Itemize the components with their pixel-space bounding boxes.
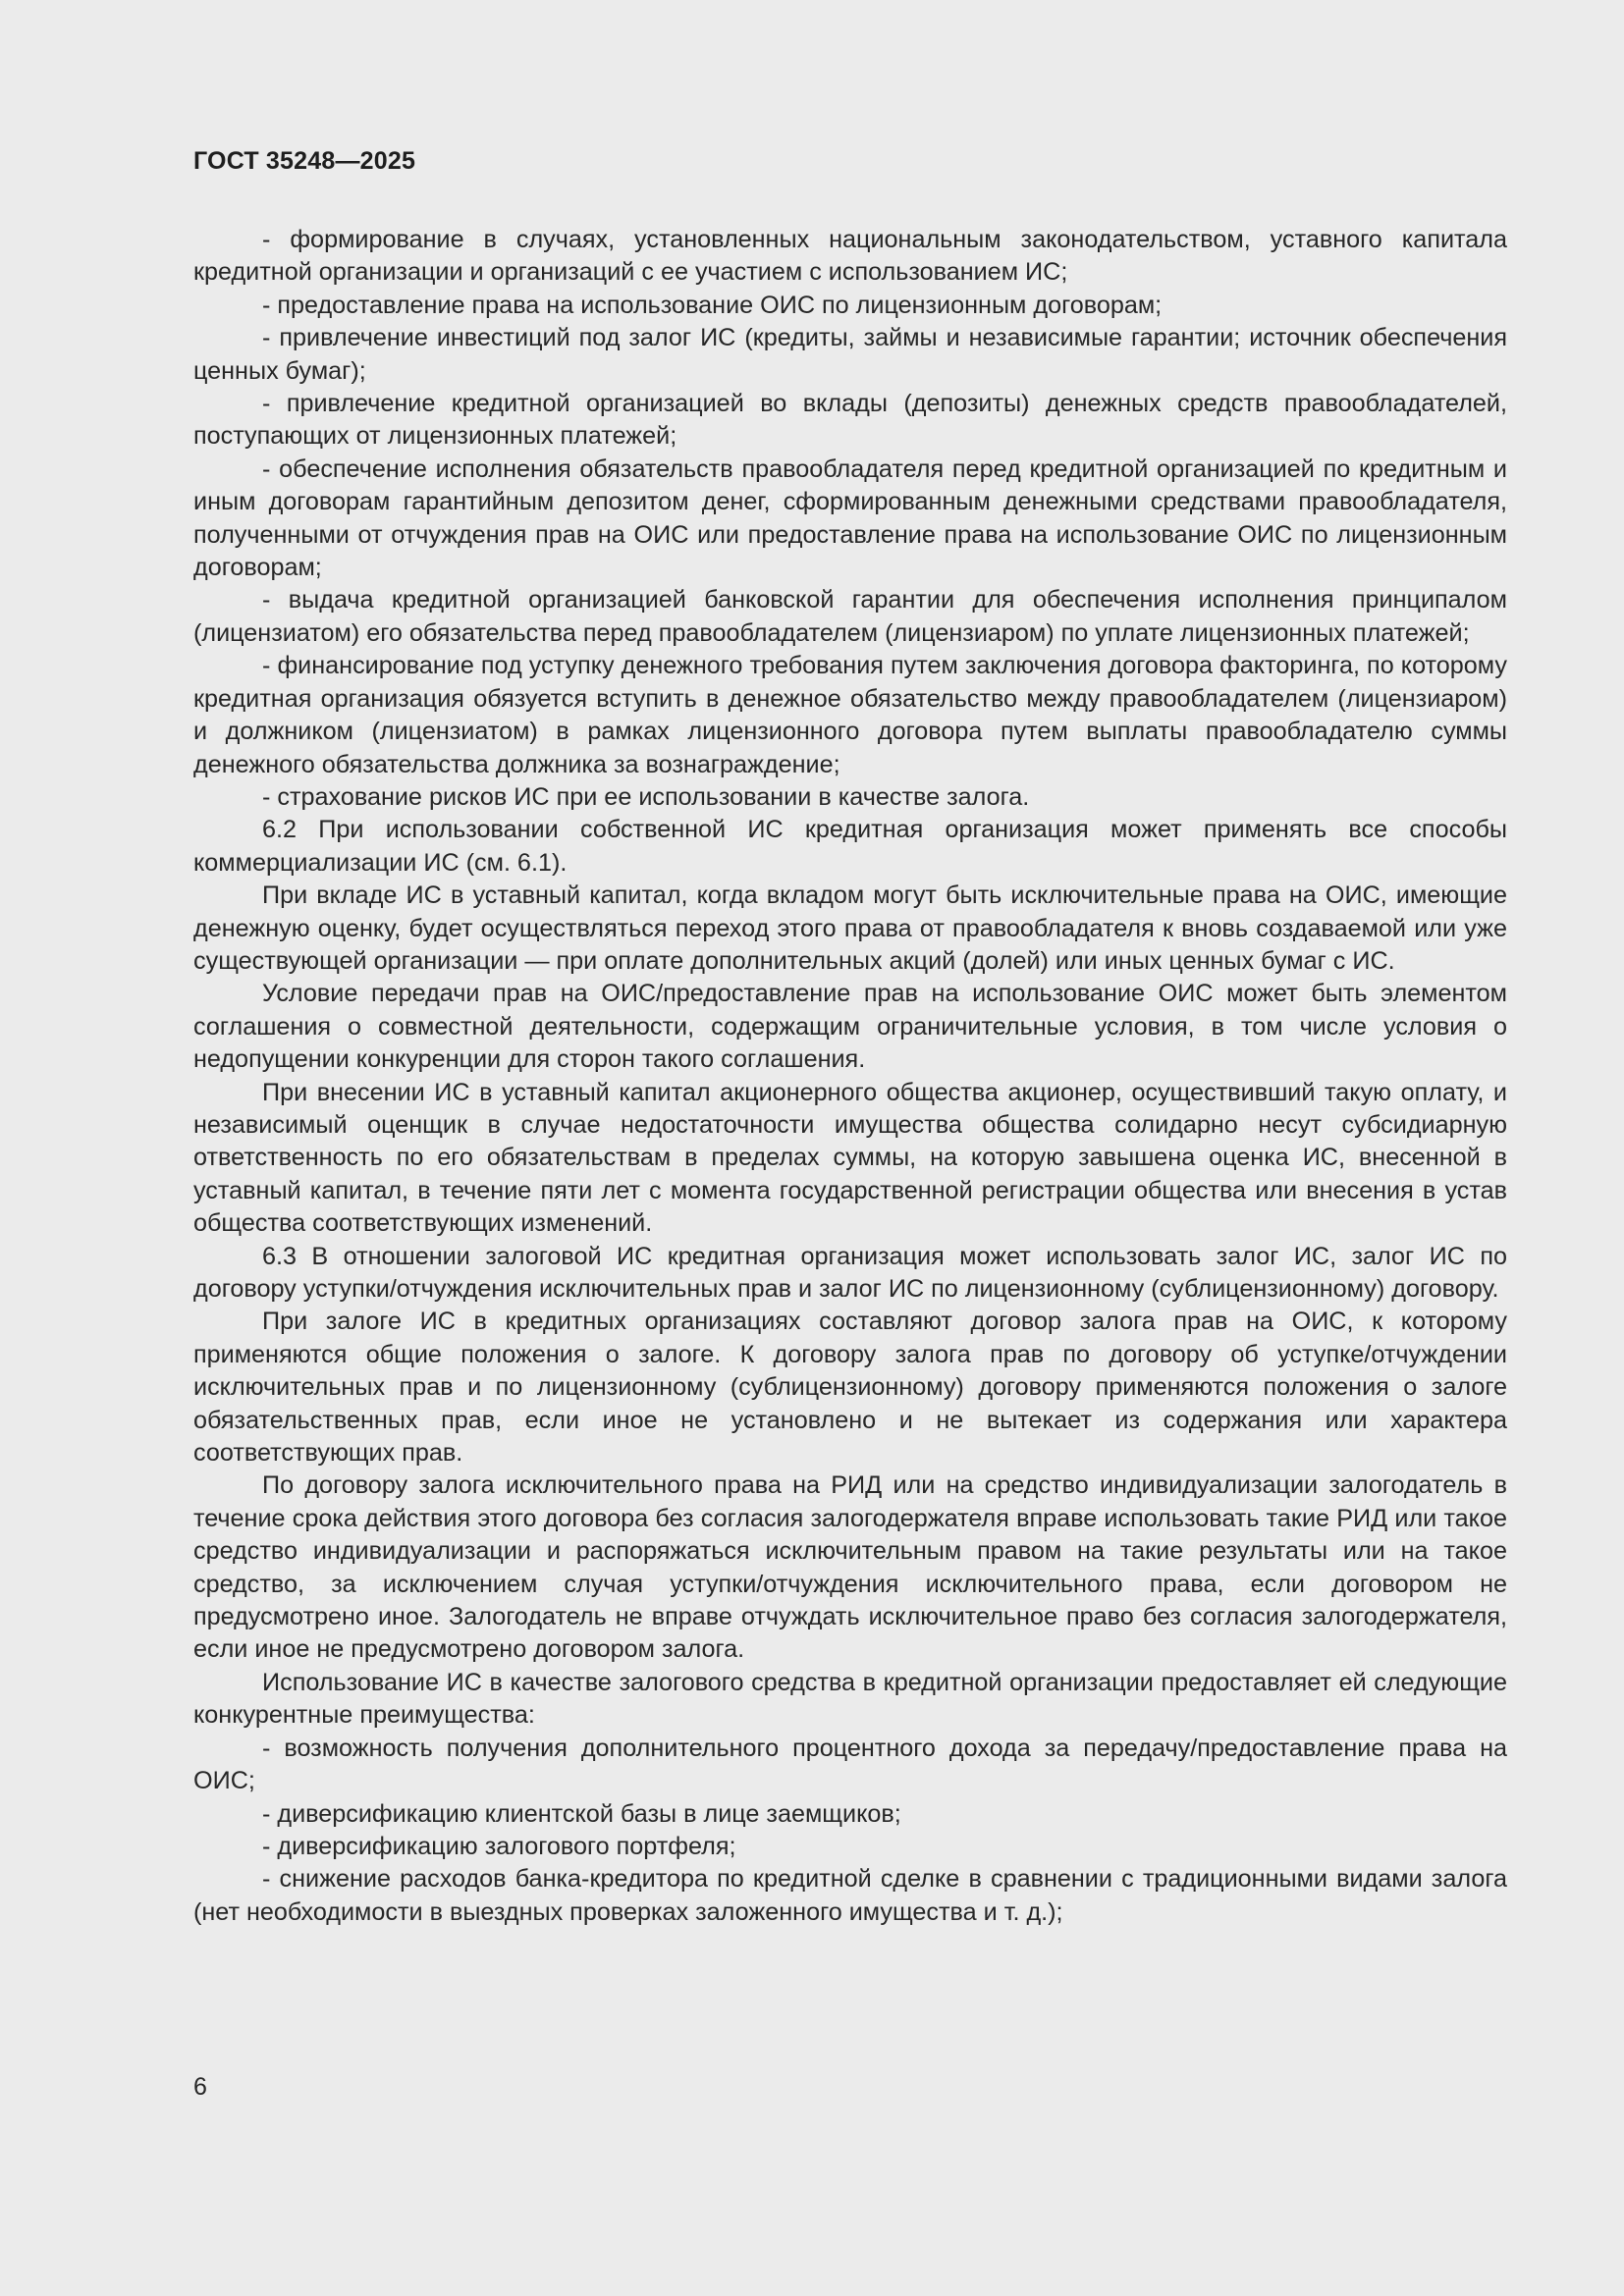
paragraph: Использование ИС в качестве залогового средства в кредитной организации предоставляет ей следующие конкурентные преимущества:: [193, 1668, 1507, 1730]
paragraph: - привлечение инвестиций под залог ИС (кредиты, займы и независимые гарантии; источник обеспечения ценных бумаг);: [193, 324, 1507, 385]
paragraph: При внесении ИС в уставный капитал акционерного общества акционер, осуществивший такую оплату, и независимый оценщик в случае недостаточности имущества общества солидарно несут субсидиарную ответственность по его обязательствам в пределах суммы, на которую завышена оценка ИС, внесенной в уставный капитал, в течение пяти лет с момента государственной регистрации общества или внесения в устав общества соответствующих изменений.: [193, 1078, 1507, 1238]
paragraph: - диверсификацию залогового портфеля;: [262, 1832, 736, 1860]
paragraph: Условие передачи прав на ОИС/предоставление прав на использование ОИС может быть элементом соглашения о совместной деятельности, содержащим ограничительные условия, в том числе условия о недопущении конкуренции для сторон такого соглашения.: [193, 980, 1507, 1074]
paragraph: - возможность получения дополнительного процентного дохода за передачу/предоставление права на ОИС;: [193, 1734, 1507, 1795]
paragraph: - формирование в случаях, установленных национальным законодательством, уставного капитала кредитной организации и организаций с ее участием с использованием ИС;: [193, 226, 1507, 287]
paragraph: 6.3 В отношении залоговой ИС кредитная организация может использовать залог ИС, залог ИС по договору уступки/отчуждения исключительных прав и залог ИС по лицензионному (сублицензионному) договору.: [193, 1242, 1507, 1303]
body-text: [193, 224, 1507, 1929]
paragraph: - привлечение кредитной организацией во вклады (депозиты) денежных средств правообладателей, поступающих от лицензионных платежей;: [193, 390, 1507, 451]
document-code-header: ГОСТ 35248—2025: [193, 147, 416, 175]
page-number: 6: [193, 2073, 207, 2101]
paragraph: При залоге ИС в кредитных организациях составляют договор залога прав на ОИС, к которому применяются общие положения о залоге. К договору залога прав по договору об уступке/отчуждении исключительных прав и по лицензионному (сублицензионному) договору применяются положения о залоге обязательственных прав, если иное не установлено и не вытекает из содержания или характера соответствующих прав.: [193, 1308, 1507, 1468]
paragraph: - предоставление права на использование ОИС по лицензионным договорам;: [262, 291, 1163, 319]
paragraph: - финансирование под уступку денежного требования путем заключения договора факторинга, по которому кредитная организация обязуется вступить в денежное обязательство между правообладателем (лицензиаром) и должником (лицензиатом) в рамках лицензионного договора путем выплаты правообладателю суммы денежного обязательства должника за вознаграждение;: [193, 652, 1507, 778]
paragraph: 6.2 При использовании собственной ИС кредитная организация может применять все способы коммерциализации ИС (см. 6.1).: [193, 816, 1507, 877]
paragraph: - диверсификацию клиентской базы в лице заемщиков;: [262, 1799, 901, 1828]
paragraph: - обеспечение исполнения обязательств правообладателя перед кредитной организацией по кредитным и иным договорам гарантийным депозитом денег, сформированным денежными средствами правообладателя, полученными от отчуждения прав на ОИС или предоставление права на использование ОИС по лицензионным договорам;: [193, 454, 1507, 582]
paragraph: При вкладе ИС в уставный капитал, когда вкладом могут быть исключительные права на ОИС, имеющие денежную оценку, будет осуществляться переход этого права от правообладателя к вновь создаваемой или уже существующей организации — при оплате дополнительных акций (долей) или иных ценных бумаг с ИС.: [193, 881, 1507, 975]
paragraph: - снижение расходов банка-кредитора по кредитной сделке в сравнении с традиционными видами залога (нет необходимости в выездных проверках заложенного имущества и т. д.);: [193, 1865, 1507, 1926]
paragraph: - страхование рисков ИС при ее использовании в качестве залога.: [262, 782, 1030, 811]
paragraph: По договору залога исключительного права на РИД или на средство индивидуализации залогодатель в течение срока действия этого договора без согласия залогодержателя вправе использовать такие РИД или такое средство индивидуализации и распоряжаться исключительным правом на такие результаты или на такое средство, за исключением случая уступки/отчуждения исключительного права, если договором не предусмотрено иное. Залогодатель не вправе отчуждать исключительное право без согласия залогодержателя, если иное не предусмотрено договором залога.: [193, 1471, 1507, 1664]
paragraph: - выдача кредитной организацией банковской гарантии для обеспечения исполнения принципалом (лицензиатом) его обязательства перед правообладателем (лицензиаром) по уплате лицензионных платежей;: [193, 586, 1507, 647]
